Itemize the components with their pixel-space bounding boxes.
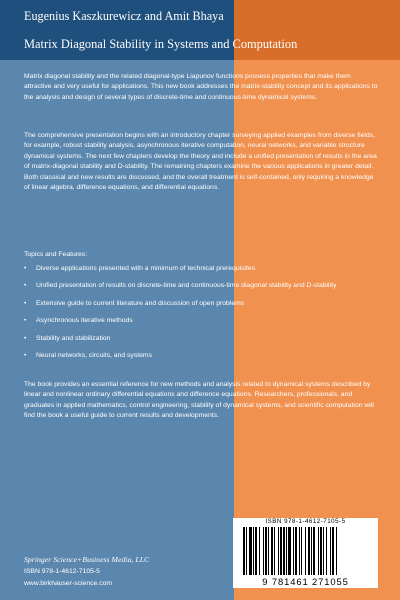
bullet-icon: • bbox=[24, 317, 27, 325]
paragraph-text: Matrix diagonal stability and the related diagonal-type Liapunov functions possess properties that make them attractive and very useful for applications. This new book addresses the matrix-stability concept and its applications to the analysis and design of several types of discrete-time and continuous-time dynamical systems. bbox=[24, 73, 378, 101]
list-item-text: Unified presentation of results on discrete-time and continuous-time diagonal stability and D-stability bbox=[36, 282, 337, 290]
list-item-text: Stability and stabilization bbox=[36, 334, 111, 342]
list-item bbox=[24, 316, 378, 326]
publisher-name: Springer Science+Business Media, LLC bbox=[24, 555, 150, 564]
bullet-icon: • bbox=[24, 299, 27, 307]
book-title: Matrix Diagonal Stability in Systems and Computation bbox=[24, 37, 298, 51]
bullet-icon: • bbox=[24, 282, 27, 290]
bullet-icon: • bbox=[24, 334, 27, 342]
list-item bbox=[24, 351, 378, 361]
isbn-text: ISBN 978-1-4612-7105-5 bbox=[24, 568, 100, 575]
list-item-text: Asynchronous iterative methods bbox=[36, 317, 133, 325]
paragraph-text: The comprehensive presentation begins with an introductory chapter surveying applied examples from diverse fields, for example, robust stability analysis, asynchronous iterative computation, neural networks, and variable structure dynamical systems. The next few chapters develop the theory and include a unified presentation of results in the area of matrix-diagonal stability and D-stability. The remaining chapters examine the various applications in greater detail. Both classical and new results are discussed, and the overall treatment is self-contained, only requiring a knowledge of linear algebra, difference equations, and differential equations. bbox=[24, 132, 377, 192]
list-item-text: Diverse applications presented with a minimum of technical prerequisites bbox=[36, 265, 256, 272]
features-list bbox=[24, 264, 378, 368]
barcode-bars bbox=[243, 527, 368, 575]
list-item bbox=[24, 299, 378, 309]
cover-header bbox=[0, 0, 400, 60]
paragraph-text: The book provides an essential reference for new methods and analysis related to dynamical systems described by linear and nonlinear ordinary differential equations and difference equations. Researchers, professionals, and graduates in applied mathematics, control engineering, stability of dynamical systems, and scientific computation will find the book a useful guide to current results and developments. bbox=[24, 381, 374, 420]
description-paragraph-1 bbox=[24, 72, 378, 103]
barcode bbox=[233, 518, 378, 588]
list-item bbox=[24, 281, 378, 291]
list-item bbox=[24, 334, 378, 344]
publisher-url: www.birkhauser-science.com bbox=[24, 580, 113, 587]
list-item-text: Neural networks, circuits, and systems bbox=[36, 352, 152, 360]
description-paragraph-3 bbox=[24, 380, 378, 422]
barcode-isbn: ISBN 978-1-4612-7105-5 bbox=[265, 518, 346, 525]
list-item bbox=[24, 264, 378, 274]
barcode-digits: 9 781461 271055 bbox=[262, 576, 349, 587]
list-item-text: Extensive guide to current literature and discussion of open problems bbox=[36, 299, 245, 307]
authors: Eugenius Kaszkurewicz and Amit Bhaya bbox=[24, 9, 224, 23]
bullet-icon: • bbox=[24, 352, 27, 360]
topics-heading: Topics and Features: bbox=[24, 251, 88, 258]
bullet-icon: • bbox=[24, 265, 27, 272]
description-paragraph-2 bbox=[24, 131, 378, 193]
